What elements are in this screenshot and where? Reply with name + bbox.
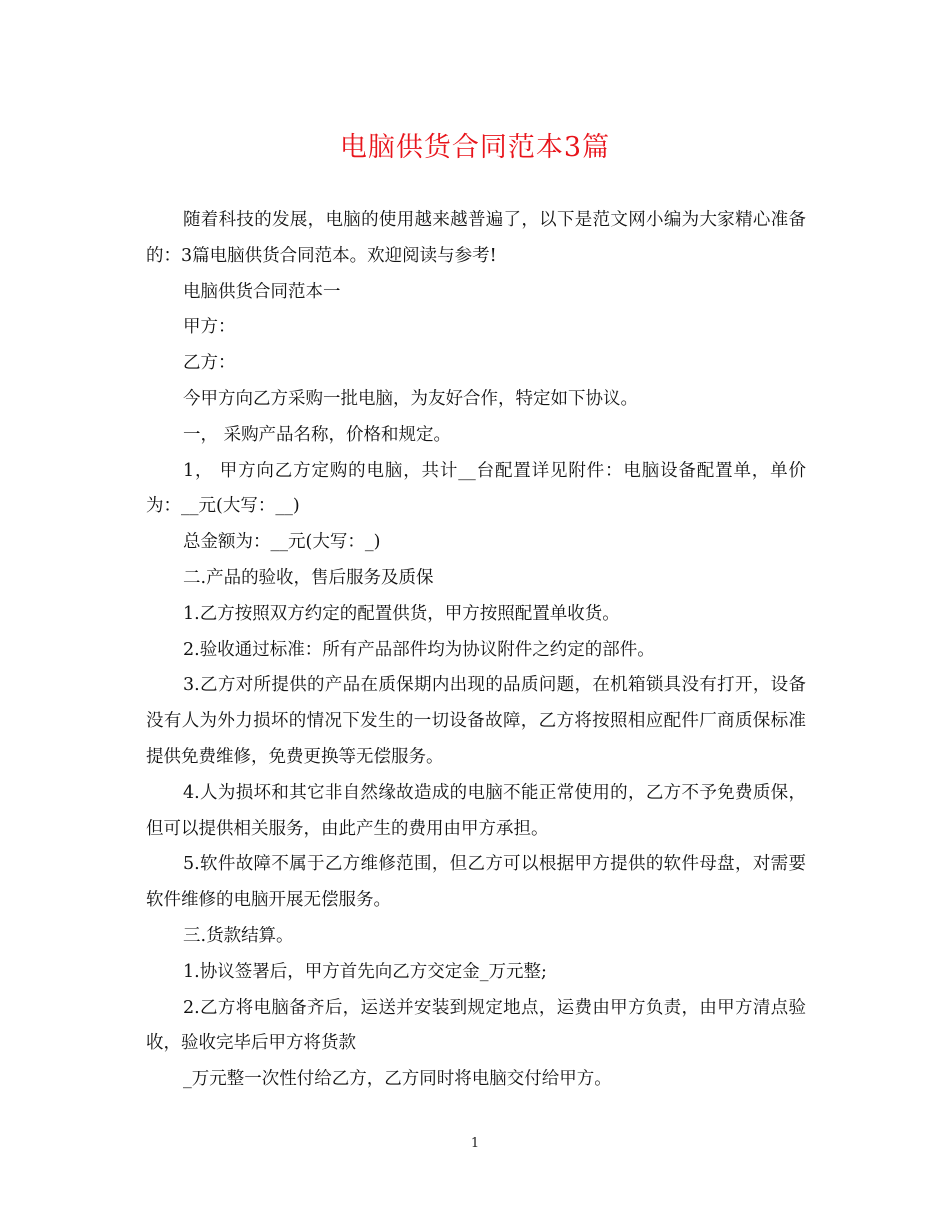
paragraph-clause-1-heading: 一， 采购产品名称，价格和规定。 <box>183 424 452 445</box>
document-body <box>146 203 806 1098</box>
paragraph-clause-2-1: 1.乙方按照双方约定的配置供货，甲方按照配置单收货。 <box>183 603 620 624</box>
paragraph-clause-2-5: 5.软件故障不属于乙方维修范围，但乙方可以根据甲方提供的软件母盘，对需要软件维修的电脑开展无偿服务。 <box>146 854 806 911</box>
paragraph-intro: 随着科技的发展，电脑的使用越来越普遍了，以下是范文网小编为大家精心准备的：3篇电脑供货合同范本。欢迎阅读与参考! <box>146 210 806 266</box>
paragraph-section-heading: 电脑供货合同范本一 <box>183 281 341 302</box>
paragraph-clause-2-3: 3.乙方对所提供的产品在质保期内出现的品质问题，在机箱锁具没有打开，设备没有人为外力损坏的情况下发生的一切设备故障，乙方将按照相应配件厂商质保标准提供免费维修，免费更换等无偿服务。 <box>146 675 806 767</box>
document-title: 电脑供货合同范本3篇 <box>339 132 611 163</box>
paragraph-clause-2-heading: 二.产品的验收，售后服务及质保 <box>183 567 434 588</box>
paragraph-party-b: 乙方： <box>183 353 236 374</box>
paragraph-total-amount: 总金额为：__元(大写：_) <box>183 532 381 553</box>
paragraph-clause-3-1: 1.协议签署后，甲方首先向乙方交定金_万元整; <box>183 961 547 982</box>
paragraph-clause-3-2-continued: _万元整一次性付给乙方，乙方同时将电脑交付给甲方。 <box>183 1069 612 1090</box>
page-number: 1 <box>470 1136 480 1151</box>
paragraph-clause-1-1: 1， 甲方向乙方定购的电脑，共计__台配置详见附件：电脑设备配置单，单价为：__元(大写：__) <box>146 460 806 517</box>
paragraph-clause-3-heading: 三.货款结算。 <box>183 925 294 946</box>
paragraph-clause-2-4: 4.人为损坏和其它非自然缘故造成的电脑不能正常使用的，乙方不予免费质保，但可以提供相关服务，由此产生的费用由甲方承担。 <box>146 782 806 839</box>
paragraph-party-a: 甲方： <box>183 317 236 338</box>
paragraph-clause-3-2: 2.乙方将电脑备齐后，运送并安装到规定地点，运费由甲方负责，由甲方清点验收，验收完毕后甲方将货款 <box>146 997 806 1054</box>
paragraph-agreement-intro: 今甲方向乙方采购一批电脑，为友好合作，特定如下协议。 <box>183 388 638 409</box>
paragraph-clause-2-2: 2.验收通过标准：所有产品部件均为协议附件之约定的部件。 <box>183 639 655 660</box>
